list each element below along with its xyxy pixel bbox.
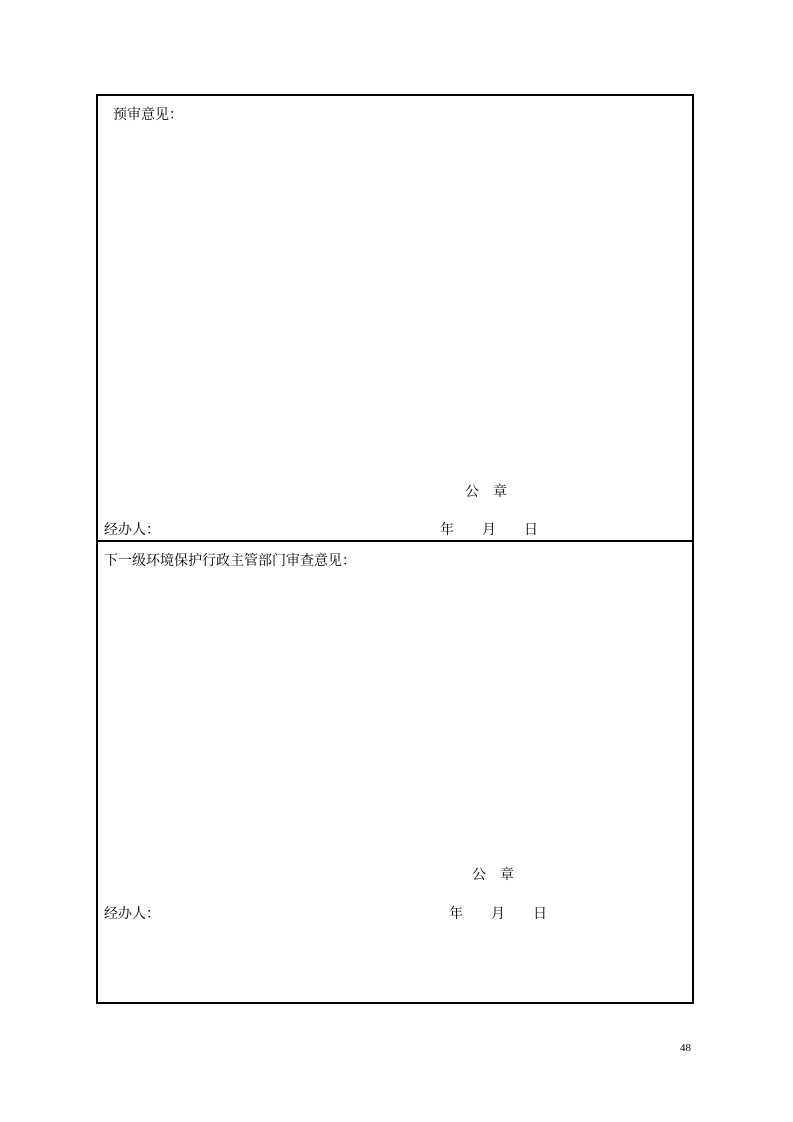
authority-review-heading: 下一级环境保护行政主管部门审查意见： [104, 553, 356, 569]
preliminary-review-date-label: 年 月 日 [440, 522, 538, 538]
preliminary-review-handler-label: 经办人： [104, 522, 160, 538]
authority-review-date-label: 年 月 日 [449, 906, 547, 922]
section-divider [96, 540, 694, 542]
preliminary-review-seal-label: 公 章 [465, 484, 507, 500]
review-form-box [96, 94, 694, 1004]
authority-review-handler-label: 经办人： [104, 906, 160, 922]
page-number: 48 [680, 1042, 691, 1054]
preliminary-review-heading: 预审意见： [113, 107, 183, 123]
authority-review-seal-label: 公 章 [472, 867, 514, 883]
